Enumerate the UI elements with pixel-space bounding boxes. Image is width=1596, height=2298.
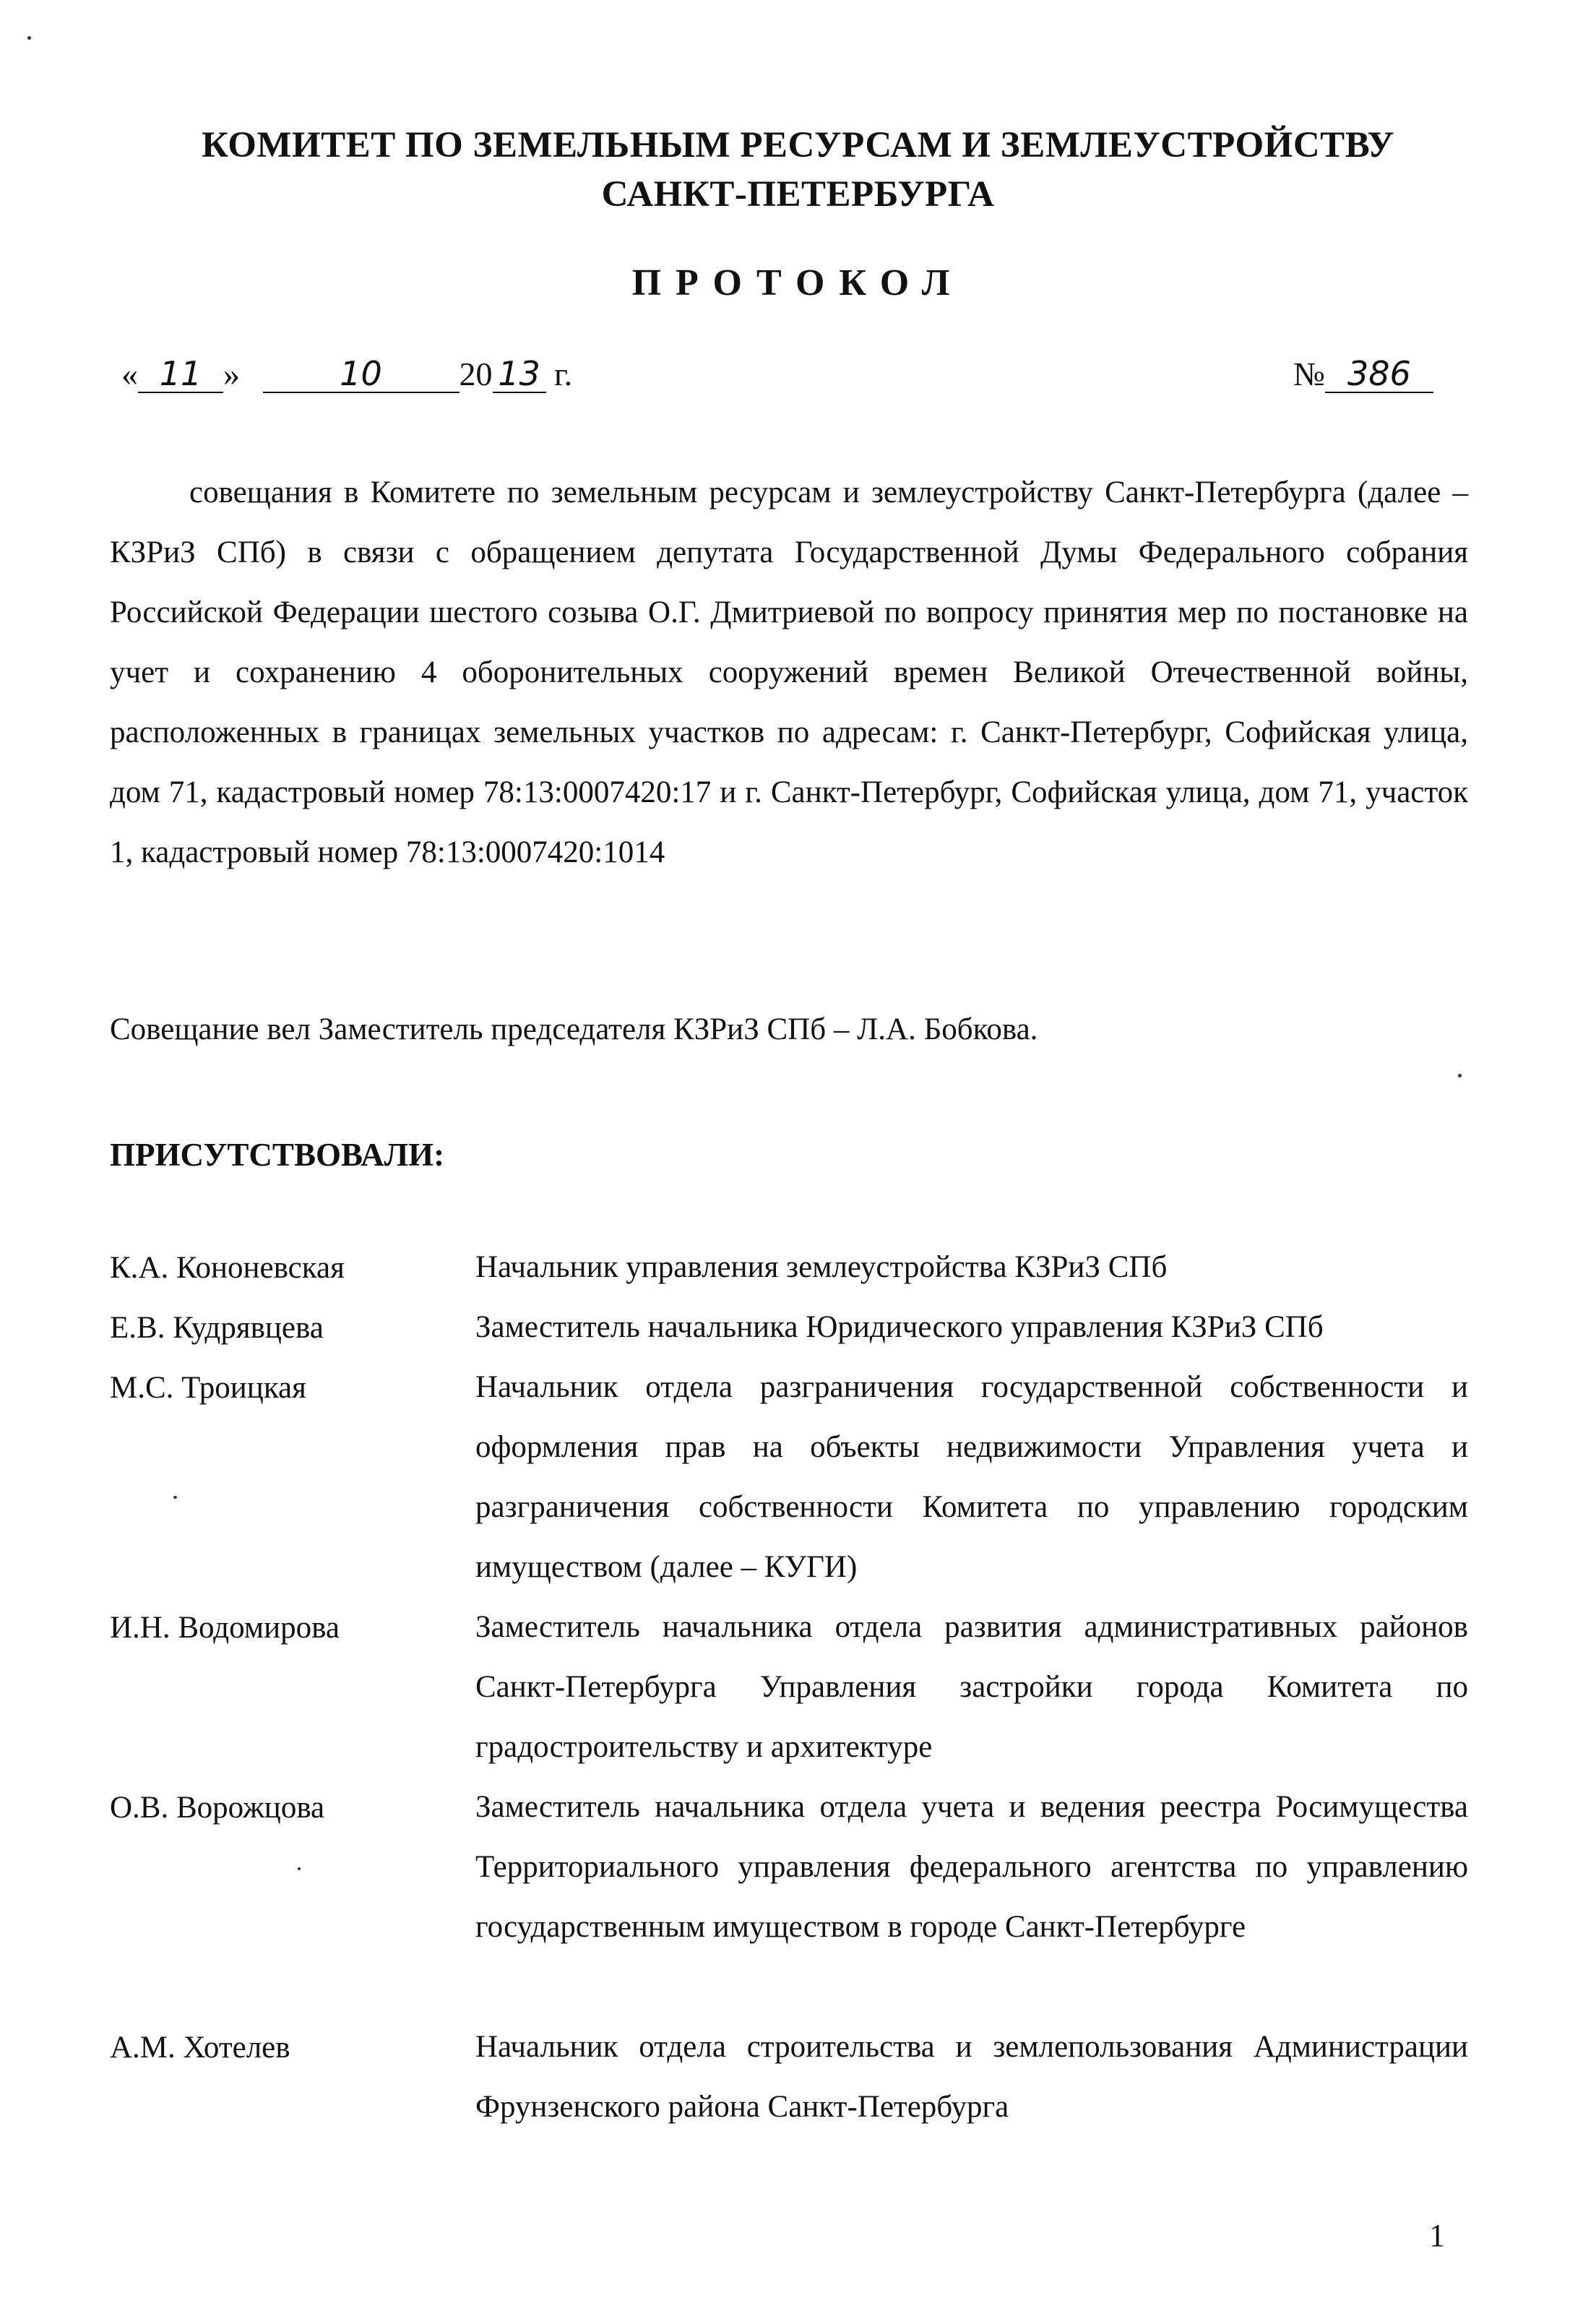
attendee-role: Заместитель начальника Юридического управления КЗРиЗ СПб <box>475 1310 1324 1344</box>
date-year-prefix: 20 <box>459 356 493 392</box>
attendee-name: И.Н. Водомирова <box>110 1611 340 1645</box>
intro-paragraph: совещания в Комитете по земельным ресурсам и землеустройству Санкт-Петербурга (далее – КЗРиЗ СПб) в связи с обращением депутата Государственной Думы Федерального собрания Российской Федерации шестого созыва О.Г. Дмитриевой по вопросу принятия мер по постановке на учет и сохранению 4 оборонительных сооружений времен Великой Отечественной войны, расположенных в границах земельных участков по адресам: г. Санкт-Петербург, Софийская улица, дом 71, кадастровый номер 78:13:0007420:17 и г. Санкт-Петербург, Софийская улица, дом 71, участок 1, кадастровый номер 78:13:0007420:1014 <box>110 475 1468 869</box>
attendee-role: Начальник отдела разграничения государственной собственности и оформления прав на объекты недвижимости Управления учета и разграничения собственности Комитета по управлению городским имуществом (далее – КУГИ) <box>475 1370 1468 1584</box>
date-close-quote: » <box>223 356 240 392</box>
scan-speck <box>1458 1074 1462 1077</box>
attendee-name: А.М. Хотелев <box>110 2031 290 2065</box>
date-open-quote: « <box>121 356 138 392</box>
chairman-line: Совещание вел Заместитель председателя КЗРиЗ СПб – Л.А. Бобкова. <box>110 1012 1038 1046</box>
attendee-name: О.В. Ворожцова <box>110 1791 325 1825</box>
attendees-heading: ПРИСУТСТВОВАЛИ: <box>110 1137 445 1173</box>
page-number: 1 <box>1429 2218 1445 2253</box>
attendee-role: Начальник отдела строительства и землепользования Администрации Фрунзенского района Санкт-Петербурга <box>475 2030 1468 2124</box>
date-year-suffix: 13 <box>493 354 546 393</box>
attendee-name: М.С. Троицкая <box>110 1371 306 1405</box>
date-day: 11 <box>138 354 223 393</box>
attendee-name: К.А. Кононевская <box>110 1251 345 1285</box>
number-value: 386 <box>1325 354 1433 393</box>
organization-title-line1: КОМИТЕТ ПО ЗЕМЕЛЬНЫМ РЕСУРСАМ И ЗЕМЛЕУСТРОЙСТВУ <box>201 125 1395 165</box>
number-label: № <box>1293 356 1325 392</box>
scan-speck <box>27 36 31 40</box>
attendee-role: Заместитель начальника отдела развития административных районов Санкт-Петербурга Управления застройки города Комитета по градостроительству и архитектуре <box>475 1610 1468 1764</box>
scan-speck <box>173 1496 177 1499</box>
protocol-number <box>1293 354 1433 405</box>
attendee-role: Заместитель начальника отдела учета и ведения реестра Росимущества Территориального управления федерального агентства по управлению государственным имуществом в городе Санкт-Петербурге <box>475 1790 1468 1944</box>
document-type-title: ПРОТОКОЛ <box>631 262 965 304</box>
protocol-date <box>121 354 572 405</box>
organization-title-line2: САНКТ-ПЕТЕРБУРГА <box>601 174 995 215</box>
scan-speck <box>298 1867 301 1870</box>
date-month: 10 <box>263 354 460 393</box>
attendee-role: Начальник управления землеустройства КЗРиЗ СПб <box>475 1250 1168 1284</box>
attendee-name: Е.В. Кудрявцева <box>110 1311 324 1345</box>
date-year-unit: г. <box>554 356 573 392</box>
